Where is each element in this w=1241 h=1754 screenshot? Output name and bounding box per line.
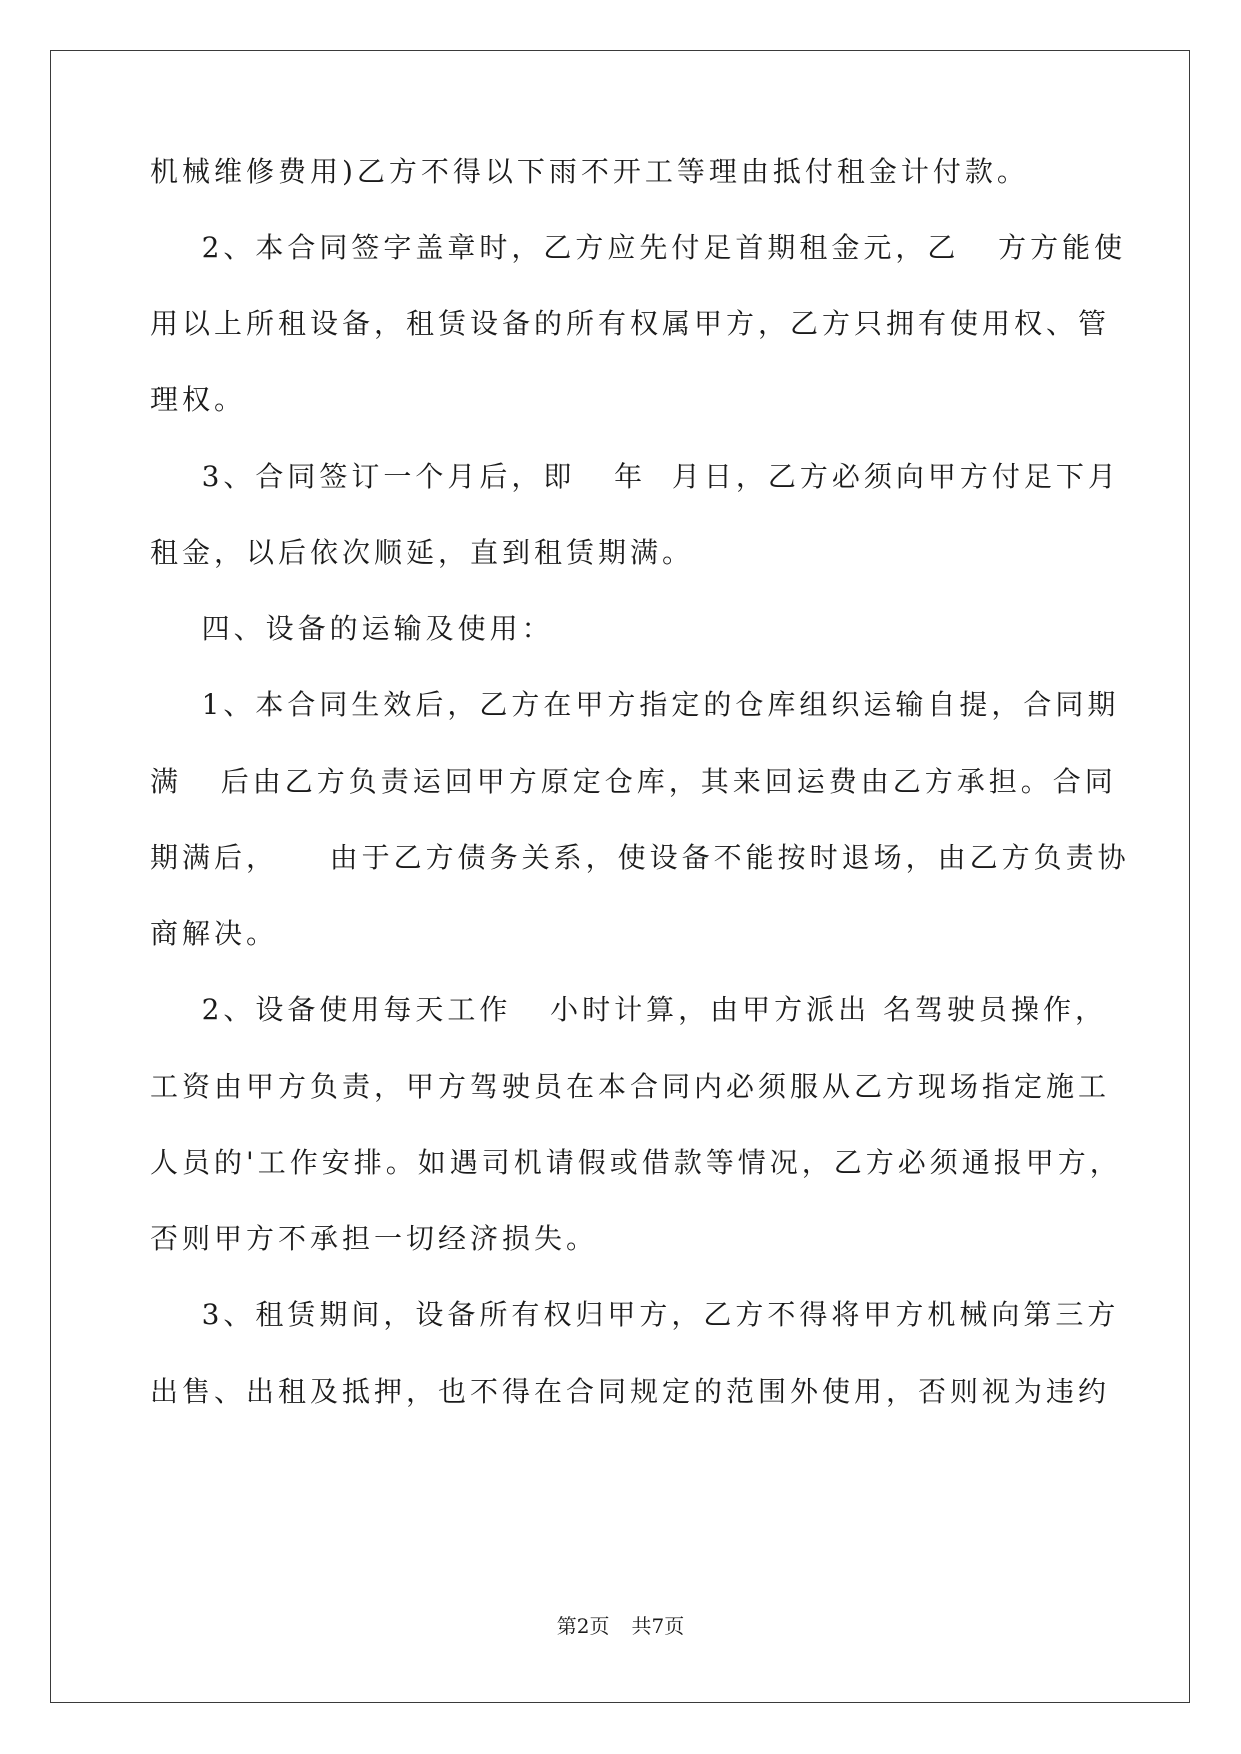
text-line-7: 四、设备的运输及使用： (150, 612, 554, 645)
text-line-10: 期满后， 由于乙方债务关系，使设备不能按时退场，由乙方负责协 (150, 841, 1130, 874)
text-line-6: 租金，以后依次顺延，直到租赁期满。 (150, 536, 695, 569)
text-line-12: 2、设备使用每天工作 小时计算，由甲方派出 名驾驶员操作， (150, 993, 1108, 1026)
text-line-2: 2、本合同签字盖章时，乙方应先付足首期租金元，乙 方方能使 (150, 231, 1127, 264)
text-line-5: 3、合同签订一个月后，即 年 月日，乙方必须向甲方付足下月 (150, 460, 1120, 493)
page-number: 第2页 (556, 1614, 610, 1638)
text-line-14: 人员的'工作安排。如遇司机请假或借款等情况，乙方必须通报甲方， (150, 1146, 1122, 1179)
text-line-15: 否则甲方不承担一切经济损失。 (150, 1222, 599, 1255)
page-total: 共7页 (631, 1614, 685, 1638)
text-line-8: 1、本合同生效后，乙方在甲方指定的仓库组织运输自提，合同期 (150, 688, 1120, 721)
text-line-11: 商解决。 (150, 917, 279, 950)
text-line-16: 3、租赁期间，设备所有权归甲方，乙方不得将甲方机械向第三方 (150, 1298, 1120, 1331)
text-line-17: 出售、出租及抵押，也不得在合同规定的范围外使用，否则视为违约 (150, 1375, 1111, 1408)
text-line-13: 工资由甲方负责，甲方驾驶员在本合同内必须服从乙方现场指定施工 (150, 1070, 1111, 1103)
page-footer (0, 1614, 1241, 1638)
text-line-3: 用以上所租设备，租赁设备的所有权属甲方，乙方只拥有使用权、管 (150, 307, 1111, 340)
text-line-4: 理权。 (150, 383, 247, 416)
text-line-1: 机械维修费用)乙方不得以下雨不开工等理由抵付租金计付款。 (150, 155, 1029, 188)
text-line-9: 满 后由乙方负责运回甲方原定仓库，其来回运费由乙方承担。合同 (150, 765, 1117, 798)
